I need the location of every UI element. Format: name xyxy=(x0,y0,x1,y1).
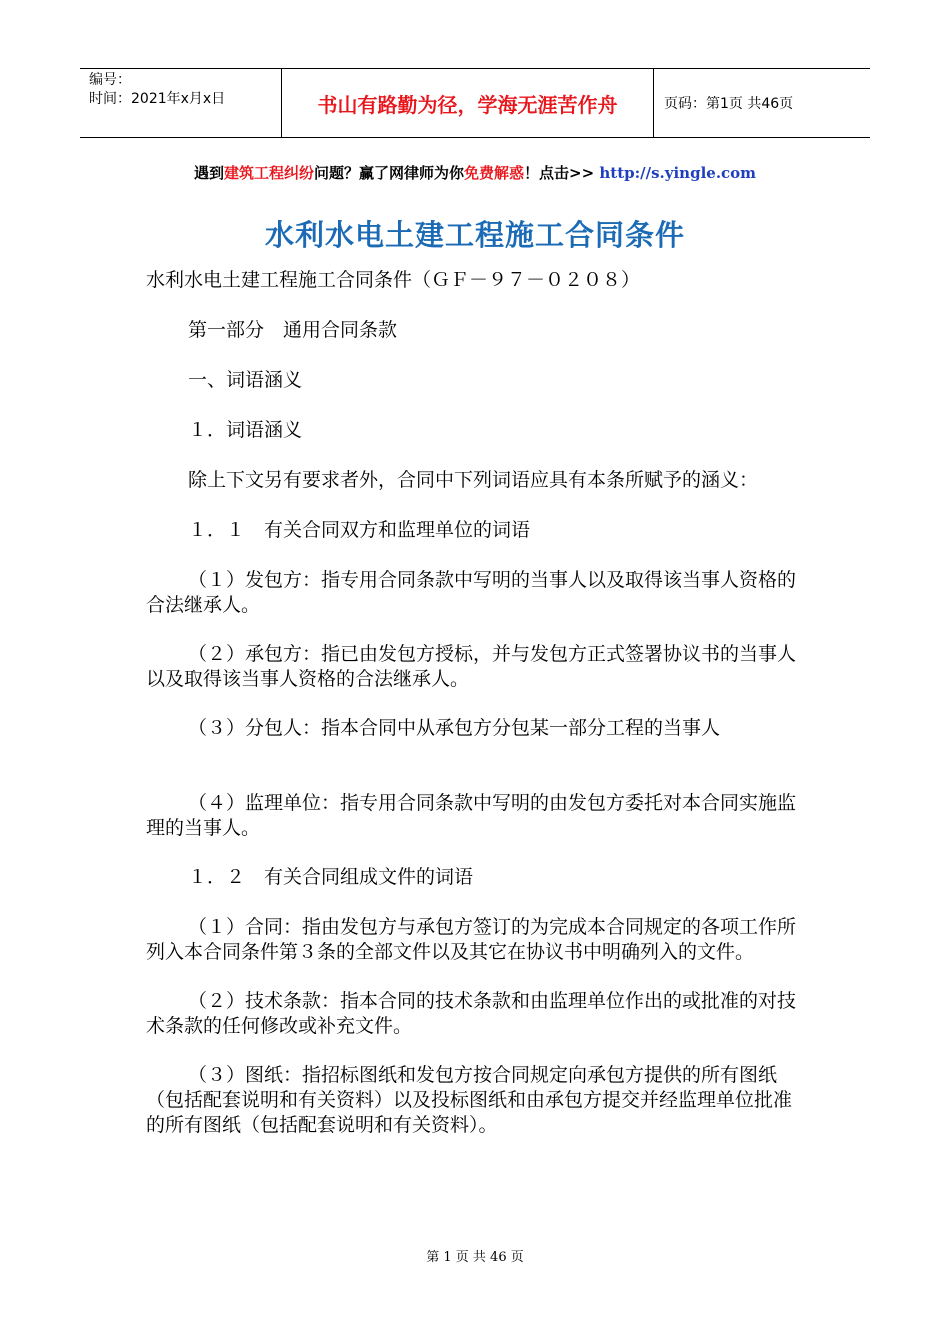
paragraph: （３）图纸：指招标图纸和发包方按合同规定向承包方提供的所有图纸（包括配套说明和有关资料）以及投标图纸和由承包方提交并经监理单位批准的所有图纸（包括配套说明和有关资料）。 xyxy=(146,1064,793,1136)
promo-highlight-free: 免费解惑 xyxy=(463,164,524,182)
paragraph: （１）合同：指由发包方与承包方签订的为完成本合同规定的各项工作所列入本合同条件第３条的全部文件以及其它在协议书中明确列入的文件。 xyxy=(146,916,797,963)
promo-highlight-topic: 建筑工程纠纷 xyxy=(223,164,314,182)
section-heading: １．１ 有关合同双方和监理单位的词语 xyxy=(188,519,531,541)
page-footer: 第 1 页 共 46 页 xyxy=(426,1250,524,1265)
document-time-label: 时间：2021年x月x日 xyxy=(89,91,226,107)
document-number-label: 编号： xyxy=(89,72,131,88)
section-heading: 第一部分 通用合同条款 xyxy=(188,319,398,341)
header-motto: 书山有路勤为径，学海无涯苦作舟 xyxy=(282,69,654,137)
paragraph: （４）监理单位：指专用合同条款中写明的由发包方委托对本合同实施监理的当事人。 xyxy=(146,792,797,839)
paragraph: 除上下文另有要求者外，合同中下列词语应具有本条所赋予的涵义： xyxy=(188,469,759,491)
header-meta xyxy=(80,69,282,137)
promo-banner xyxy=(0,162,950,183)
paragraph: （３）分包人：指本合同中从承包方分包某一部分工程的当事人 xyxy=(188,717,721,739)
paragraph: 水利水电土建工程施工合同条件（ＧＦ－９７－０２０８） xyxy=(146,269,641,291)
section-heading: 一、词语涵义 xyxy=(188,369,303,391)
paragraph: （２）承包方：指已由发包方授标，并与发包方正式签署协议书的当事人以及取得该当事人资格的合法继承人。 xyxy=(146,643,797,690)
header-page-info: 页码：第1页 共46页 xyxy=(664,96,794,112)
promo-text: 遇到 xyxy=(193,164,224,182)
paragraph: （１）发包方：指专用合同条款中写明的当事人以及取得该当事人资格的合法继承人。 xyxy=(146,569,797,616)
section-heading: １．词语涵义 xyxy=(188,419,303,441)
page-header xyxy=(80,68,870,138)
document-body xyxy=(146,268,810,1138)
paragraph: （２）技术条款：指本合同的技术条款和由监理单位作出的或批准的对技术条款的任何修改或补充文件。 xyxy=(146,990,797,1037)
promo-link[interactable]: http://s.yingle.com xyxy=(599,164,757,182)
document-title: 水利水电土建工程施工合同条件 xyxy=(264,218,685,252)
promo-text: ！点击>> xyxy=(524,164,600,182)
section-heading: １．２ 有关合同组成文件的词语 xyxy=(188,866,474,888)
promo-text: 问题？赢了网律师为你 xyxy=(313,164,464,182)
